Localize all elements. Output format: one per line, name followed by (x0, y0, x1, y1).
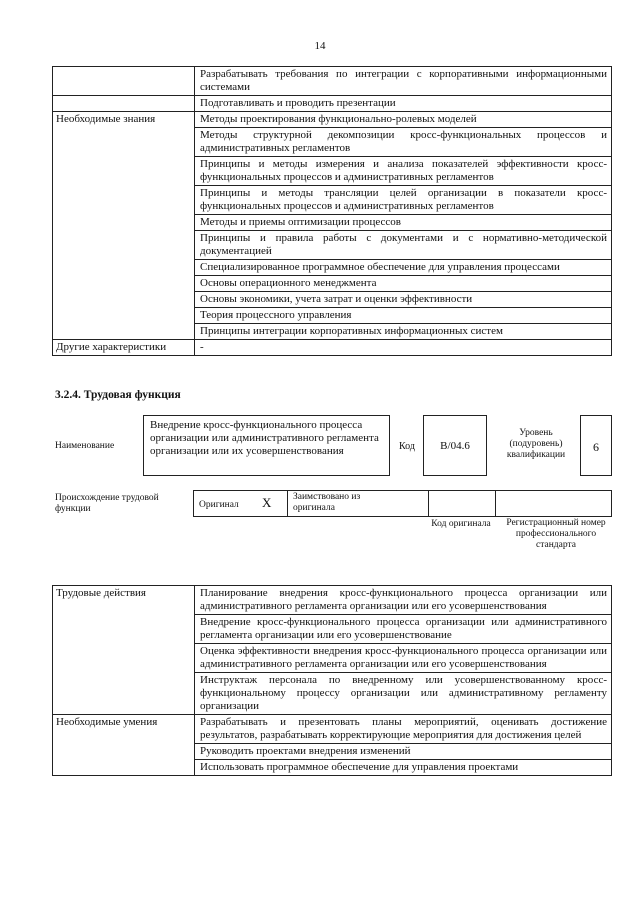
origin-divider (495, 490, 496, 517)
other-characteristics-value: - (195, 340, 612, 356)
code-original-caption: Код оригинала (431, 519, 491, 529)
origin-label: Происхождение трудовой функции (55, 493, 159, 514)
section-heading: 3.2.4. Трудовая функция (55, 389, 181, 401)
code-label: Код (399, 441, 415, 452)
skill-item: Руководить проектами внедрения изменений (195, 744, 612, 760)
skill-item: Использовать программное обеспечение для управления проектами (195, 760, 612, 776)
knowledge-item: Основы операционного менеджмента (195, 276, 612, 292)
borrowed-label: Заимствовано из оригинала (293, 492, 361, 513)
code-value: B/04.6 (440, 440, 470, 452)
knowledge-item: Принципы и методы трансляции целей организации в показатели кросс-функциональных процессов и административных регламентов (195, 186, 612, 215)
level-value: 6 (593, 440, 599, 454)
page-number: 14 (314, 40, 326, 52)
knowledge-item: Основы экономики, учета затрат и оценки эффективности (195, 292, 612, 308)
origin-divider (428, 490, 429, 517)
knowledge-item: Принципы и методы измерения и анализа показателей эффективности кросс-функциональных процессов и административных регламентов (195, 157, 612, 186)
skill-item: Подготавливать и проводить презентации (195, 96, 612, 112)
knowledge-item: Специализированное программное обеспечение для управления процессами (195, 260, 612, 276)
knowledge-item: Методы структурной декомпозиции кросс-функциональных процессов и административных регламентов (195, 128, 612, 157)
registration-caption: Регистрационный номер профессионального стандарта (506, 518, 606, 550)
labor-action-item: Оценка эффективности внедрения кросс-функционального процесса организации или административного регламента организации или его усовершенствования (195, 644, 612, 673)
knowledge-label: Необходимые знания (53, 112, 195, 340)
knowledge-item: Теория процессного управления (195, 308, 612, 324)
level-label: Уровень (подуровень) квалификации (506, 428, 566, 460)
labor-actions-label: Трудовые действия (53, 586, 195, 715)
labor-action-item: Планирование внедрения кросс-функционального процесса организации или административного регламента организации или его усовершенствования (195, 586, 612, 615)
other-characteristics-label: Другие характеристики (53, 340, 195, 356)
required-skills-label: Необходимые умения (53, 715, 195, 776)
origin-divider (287, 490, 288, 517)
labor-action-item: Инструктаж персонала по внедренному или усовершенствованному кросс-функциональному процессу организации или административному регламенту организации (195, 673, 612, 715)
original-mark: X (262, 495, 272, 510)
competency-table-continued (52, 66, 612, 356)
knowledge-item: Принципы и правила работы с документами и с нормативно-методической документацией (195, 231, 612, 260)
function-name-box (143, 415, 390, 476)
knowledge-item: Методы и приемы оптимизации процессов (195, 215, 612, 231)
labor-function-table (52, 585, 612, 776)
knowledge-item: Принципы интеграции корпоративных информационных систем (195, 324, 612, 340)
original-label: Оригинал (199, 500, 239, 510)
labor-action-item: Внедрение кросс-функционального процесса организации или административного регламента организации или его усовершенствование (195, 615, 612, 644)
skill-item: Разрабатывать требования по интеграции с корпоративными информационными системами (195, 67, 612, 96)
code-box (423, 415, 487, 476)
name-label: Наименование (55, 441, 115, 451)
level-box (580, 415, 612, 476)
skill-item: Разрабатывать и презентовать планы мероприятий, оценивать достижение результатов, разрабатывать корректирующие мероприятия для достижения целей (195, 715, 612, 744)
knowledge-item: Методы проектирования функционально-ролевых моделей (195, 112, 612, 128)
function-name-value: Внедрение кросс-функционального процесса организации или административного регламента организации или их усовершенствования (150, 419, 379, 457)
